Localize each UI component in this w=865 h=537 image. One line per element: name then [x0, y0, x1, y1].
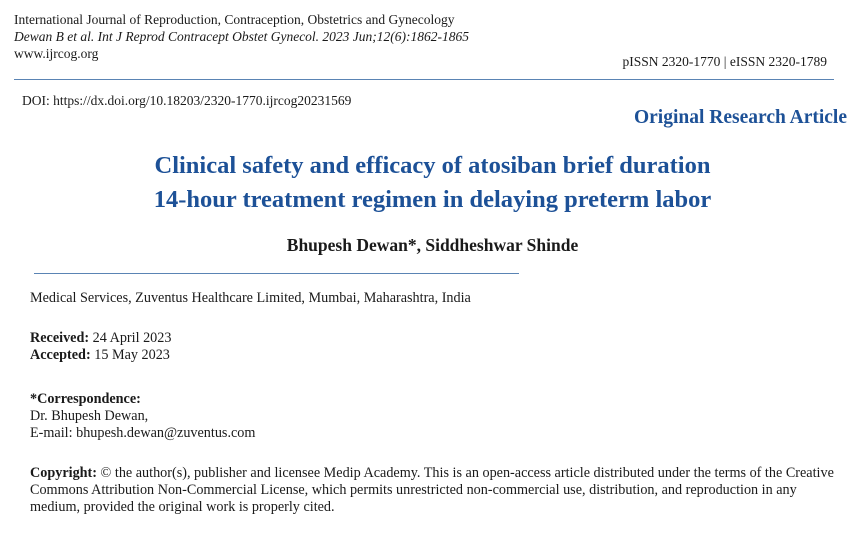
affiliation: Medical Services, Zuventus Healthcare Limited, Mumbai, Maharashtra, India [30, 290, 471, 306]
correspondence-email[interactable]: E-mail: bhupesh.dewan@zuventus.com [30, 425, 256, 441]
issn: pISSN 2320-1770 | eISSN 2320-1789 [622, 54, 827, 69]
citation: Dewan B et al. Int J Reprod Contracept Obstet Gynecol. 2023 Jun;12(6):1862-1865 [14, 29, 470, 44]
journal-name: International Journal of Reproduction, Contraception, Obstetrics and Gynecology [14, 12, 455, 27]
correspondence-name: Dr. Bhupesh Dewan, [30, 408, 149, 424]
received-label: Received: [30, 330, 90, 346]
author-divider [34, 273, 519, 274]
header-divider [14, 79, 834, 80]
copyright-label: Copyright: [30, 465, 97, 481]
article-type: Original Research Article [633, 107, 847, 128]
accepted-value: 15 May 2023 [90, 347, 170, 363]
accepted-label: Accepted: [30, 347, 91, 363]
copyright-notice [30, 465, 835, 516]
article-title-line-2: 14-hour treatment regimen in delaying preterm labor [153, 186, 712, 213]
accepted-date [30, 347, 170, 364]
received-date [30, 330, 171, 347]
journal-website-link[interactable]: www.ijrcog.org [14, 46, 99, 61]
copyright-text: © the author(s), publisher and licensee Medip Academy. This is an open-access article distributed under the terms of the Creative Commons Attribution Non-Commercial License, which permits unrestricted non-commercial use, distribution, and reproduction in any medium, provided the original work is properly cited. [30, 465, 834, 515]
doi-link[interactable]: DOI: https://dx.doi.org/10.18203/2320-1770.ijrcog20231569 [22, 93, 352, 108]
author-list: Bhupesh Dewan*, Siddheshwar Shinde [286, 235, 579, 255]
correspondence-heading: *Correspondence: [30, 391, 141, 407]
received-value: 24 April 2023 [89, 330, 172, 346]
article-title-line-1: Clinical safety and efficacy of atosiban brief duration [154, 152, 711, 179]
